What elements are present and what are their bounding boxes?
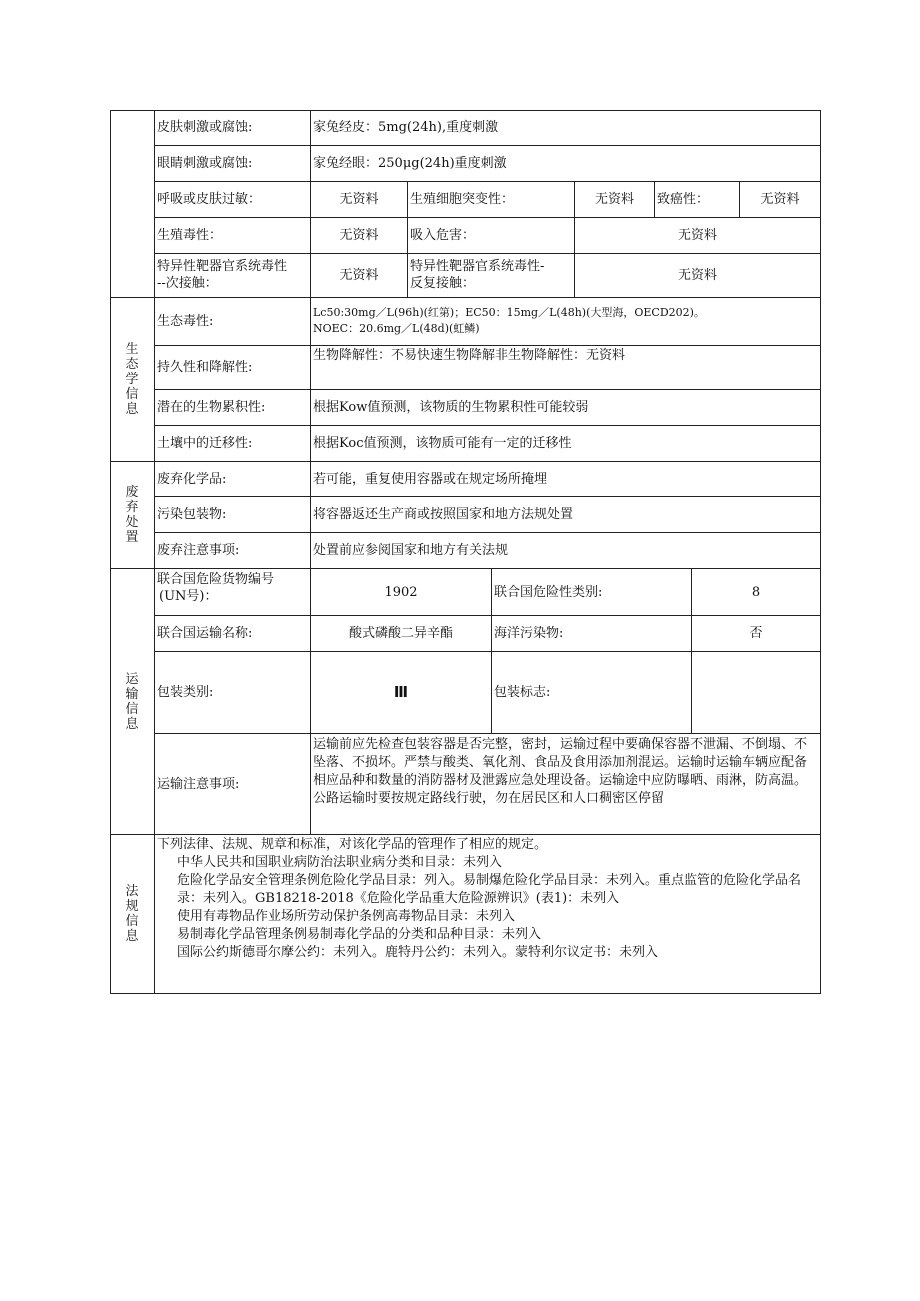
waste-chemical-value: 若可能，重复使用容器或在规定场所掩埋 <box>311 462 821 497</box>
shipping-name-value: 酸式磷酸二异辛酯 <box>311 616 492 652</box>
ecotoxicity-label: 生态毒性: <box>155 298 311 346</box>
section-transport-title: 运输信息 <box>125 671 139 732</box>
sensitization-label: 呼吸或皮肤过敏： <box>155 182 311 218</box>
contaminated-packaging-value: 将容器返还生产商或按照国家和地方法规处置 <box>311 497 821 533</box>
sds-table <box>110 110 821 994</box>
stot-repeated-value: 无资料 <box>575 254 821 298</box>
section-disposal <box>110 462 155 569</box>
disposal-notes-label: 废弃注意事项: <box>155 533 311 569</box>
aspiration-hazard-value: 无资料 <box>575 218 821 254</box>
un-number-value: 1902 <box>311 569 492 616</box>
section-regulatory <box>110 835 155 994</box>
carcinogenicity-label: 致癌性： <box>655 182 740 218</box>
bioaccumulation-label: 潜在的生物累积性: <box>155 390 311 426</box>
packing-group-value: Ⅲ <box>311 652 492 734</box>
packing-mark-label: 包装标志: <box>492 652 692 734</box>
marine-pollutant-label: 海洋污染物: <box>492 616 692 652</box>
stot-single-value: 无资料 <box>311 254 408 298</box>
stot-single-label: 特异性靶器官系统毒性 --次接触： <box>155 254 311 298</box>
hazard-class-label: 联合国危险性类别: <box>492 569 692 616</box>
persistence-label: 持久性和降解性: <box>155 346 311 390</box>
ecotoxicity-line-1: Lc50:30mg／L(96h)(红第)；EC50：15mg／L(48h)(大型海，OECD202)。 <box>313 306 705 319</box>
packing-group-label: 包装类别: <box>155 652 311 734</box>
soil-mobility-label: 土壤中的迁移性: <box>155 426 311 462</box>
skin-irritation-label: 皮肤刺激或腐蚀: <box>155 110 311 146</box>
section-disposal-title: 废弃处置 <box>125 485 139 545</box>
contaminated-packaging-label: 污染包装物: <box>155 497 311 533</box>
soil-mobility-value: 根据Koc值预测，该物质可能有一定的迁移性 <box>311 426 821 462</box>
mutagenicity-label: 生殖细胞突变性： <box>408 182 575 218</box>
regulatory-content <box>155 835 821 994</box>
ecotoxicity-line-2: NOEC：20.6mg／L(48d)(虹鳞) <box>313 322 480 335</box>
reproductive-toxicity-label: 生殖毒性： <box>155 218 311 254</box>
eye-irritation-label: 眼睛刺激或腐蚀: <box>155 146 311 182</box>
transport-notes-label: 运输注意事项: <box>155 734 311 835</box>
disposal-notes-value: 处置前应参阅国家和地方有关法规 <box>311 533 821 569</box>
sensitization-value: 无资料 <box>311 182 408 218</box>
section-regulatory-title: 法规信息 <box>125 884 139 944</box>
regulatory-item-3: 使用有毒物品作业场所劳动保护条例高毒物品目录：未列入 <box>177 909 516 924</box>
regulatory-item-4: 易制毒化学品管理条例易制毒化学品的分类和品种目录：未列入 <box>177 927 542 942</box>
regulatory-item-5: 国际公约斯德哥尔摩公约：未列入。鹿特丹公约：未列入。蒙特利尔议定书：未列入 <box>177 945 659 960</box>
mutagenicity-value: 无资料 <box>575 182 655 218</box>
section-transport <box>110 569 155 835</box>
eye-irritation-value: 家兔经眼：250μg(24h)重度刺激 <box>311 146 821 182</box>
bioaccumulation-value: 根据Kow值预测，该物质的生物累积性可能较弱 <box>311 390 821 426</box>
section-ecology-title: 生态学信息 <box>125 342 139 417</box>
stot-repeated-label: 特异性靶器官系统毒性- 反复接触： <box>408 254 575 298</box>
regulatory-intro: 下列法律、法规、规章和标准，对该化学品的管理作了相应的规定。 <box>157 837 548 852</box>
carcinogenicity-value: 无资料 <box>740 182 821 218</box>
skin-irritation-value: 家兔经皮：5mg(24h),重度刺激 <box>311 110 821 146</box>
un-number-label: 联合国危险货物编号 (UN号)： <box>155 569 311 616</box>
waste-chemical-label: 废弃化学品: <box>155 462 311 497</box>
reproductive-toxicity-value: 无资料 <box>311 218 408 254</box>
ecotoxicity-value <box>311 298 821 346</box>
transport-notes-value: 运输前应先检查包装容器是否完整，密封，运输过程中要确保容器不泄漏、不倒塌、不坠落、不损坏。严禁与酸类、氧化剂、食品及食用添加剂混运。运输时运输车辆应配备相应品种和数量的消防器材及泄露应急处理设备。运输途中应防曝晒、雨淋，防高温。公路运输时要按规定路线行驶，勿在居民区和人口稠密区停留 <box>311 734 821 835</box>
section-toxicology <box>110 110 155 298</box>
shipping-name-label: 联合国运输名称: <box>155 616 311 652</box>
marine-pollutant-value: 否 <box>692 616 821 652</box>
section-ecology <box>110 298 155 462</box>
packing-mark-value <box>692 652 821 734</box>
hazard-class-value: 8 <box>692 569 821 616</box>
persistence-value: 生物降解性：不易快速生物降解非生物降解性：无资料 <box>311 346 821 390</box>
regulatory-item-2: 危险化学品安全管理条例危险化学品目录：列入。易制爆危险化学品目录：未列入。重点监管的危险化学品名录：未列入。GB18218-2018《危险化学品重大危险源辨识》(表1)：未列入 <box>177 873 802 906</box>
aspiration-hazard-label: 吸入危害： <box>408 218 575 254</box>
regulatory-item-1: 中华人民共和国职业病防治法职业病分类和目录：未列入 <box>177 855 503 870</box>
